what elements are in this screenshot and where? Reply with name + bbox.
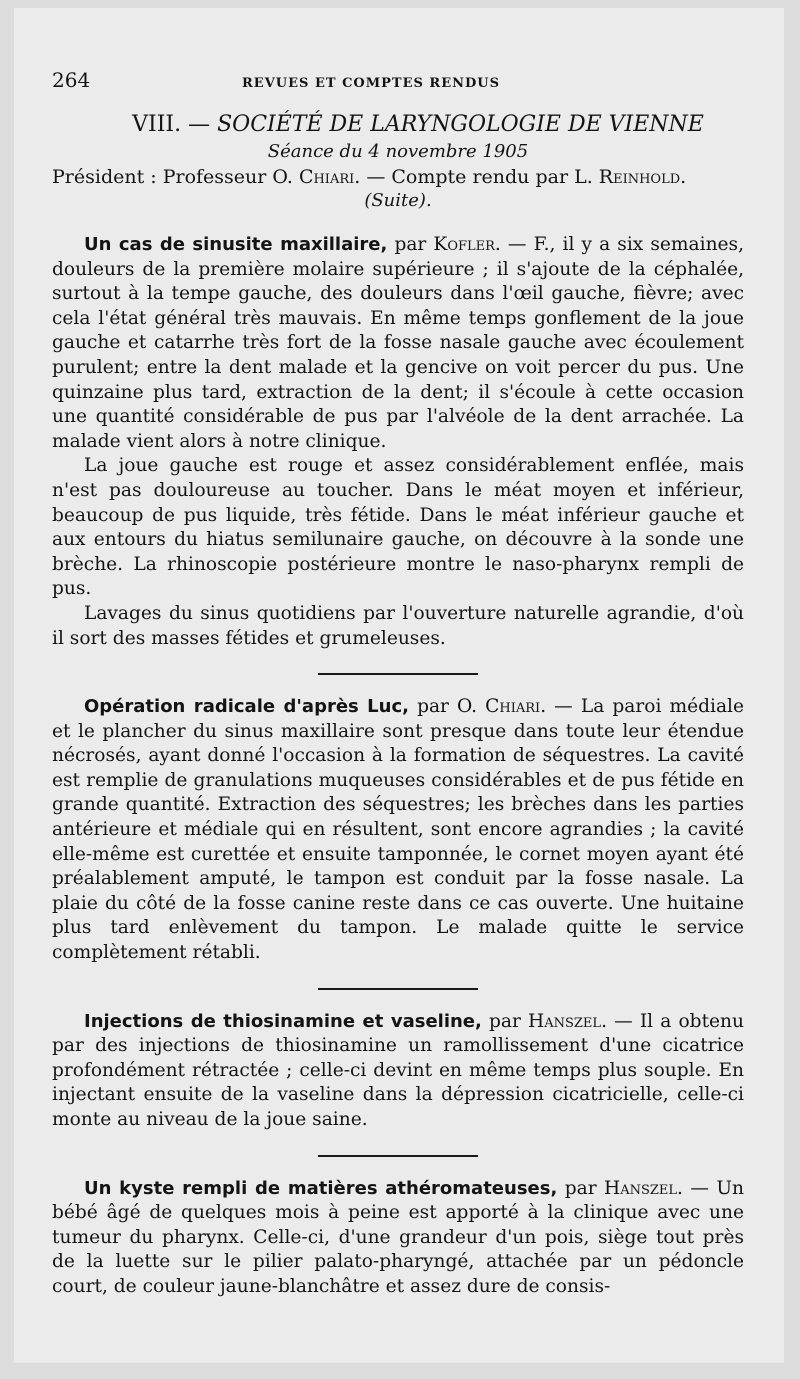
article-paragraph: Lavages du sinus quotidiens par l'ouverture naturelle agrandie, d'où il sort des masses fétides et grumeleuses.	[52, 602, 744, 649]
article-text: . — La paroi médiale et le plancher du sinus maxillaire sont presque dans toute leur étendue nécrosés, ayant donné l'occasion à la formation de séquestres. La cavité est remplie de granulations muqueuses considérables et de pus fétide en grande quantité. Extraction des séquestres; les brèches dans les parties antérieure et médiale qui en résultent, sont encore agrandies ; la cavité elle-même est curettée et ensuite tamponnée, le cornet moyen ayant été préalablement amputé, le tampon est conduit par la fosse nasale. La plaie du côté de la fosse canine reste dans ce cas ouverte. Une huitaine plus tard enlèvement du tampon. Le malade quitte le service complètement rétabli.	[52, 696, 744, 964]
article-author: Hanszel	[604, 1177, 678, 1199]
article-text: . — Un bébé âgé de quelques mois à peine est apporté à la clinique avec une tumeur du pharynx. Celle-ci, d'une grandeur d'un pois, siège tout près de la luette sur le pilier palato-pharyngé, attachée par un pédoncle court, de couleur jaune-blanchâtre et assez dure de consis-	[52, 1177, 744, 1297]
article-text: . — Il a obtenu par des injections de thiosinamine un ramollissement d'une cicatrice profondément rétractée ; celle-ci devint en même temps plus souple. En injectant ensuite de la vaseline dans la dépression cicatricielle, celle-ci monte au niveau de la joue saine.	[52, 1010, 745, 1130]
section-divider	[318, 1155, 478, 1157]
president-name: Chiari	[298, 166, 355, 188]
article-by: par O.	[408, 696, 486, 718]
article-author: Chiari	[485, 696, 541, 718]
article-paragraph	[52, 1177, 744, 1300]
article-title: Opération radicale d'après Luc,	[84, 696, 409, 718]
article-title: Un kyste rempli de matières athéromateuses,	[84, 1177, 558, 1199]
section-number: VIII. —	[132, 112, 211, 137]
section-divider	[318, 673, 478, 675]
article-title: Un cas de sinusite maxillaire,	[84, 234, 388, 255]
article-paragraph	[52, 695, 744, 966]
running-header	[52, 68, 744, 92]
article-kyste	[52, 1177, 744, 1300]
article-author: Hanszel	[528, 1010, 602, 1032]
page-number: 264	[52, 68, 91, 92]
suite-label: (Suite).	[364, 190, 432, 211]
reporter-name: Reinhold	[598, 166, 681, 188]
article-by: par	[387, 234, 434, 255]
article-by: par	[557, 1177, 604, 1199]
article-paragraph	[52, 233, 744, 454]
book-page	[14, 8, 784, 1363]
running-title: REVUES ET COMPTES RENDUS	[242, 76, 500, 91]
article-title: Injections de thiosinamine et vaseline,	[84, 1010, 482, 1032]
president-line: Président : Professeur O. Chiari. — Compte rendu par L. Reinhold.	[52, 166, 687, 188]
article-by: par	[481, 1010, 529, 1032]
session-date: Séance du 4 novembre 1905	[267, 141, 529, 162]
section-heading	[92, 112, 744, 137]
section-divider	[318, 988, 478, 990]
article-author: Kofler	[433, 234, 495, 255]
report-prefix: . — Compte rendu par L.	[354, 166, 593, 188]
president-prefix: Président : Professeur O.	[52, 166, 293, 188]
article-sinusite	[52, 233, 744, 651]
article-paragraph: La joue gauche est rouge et assez considérablement enflée, mais n'est pas douloureuse au toucher. Dans le méat moyen et inférieur, beaucoup de pus liquide, très fétide. Dans le méat inférieur gauche et aux entours du hiatus semilunaire gauche, on découvre à la sonde une brèche. La rhinoscopie postérieure montre le naso-pharynx rempli de pus.	[52, 455, 744, 600]
article-text: . — F., il y a six semaines, douleurs de la première molaire supérieure ; il s'ajoute de la céphalée, surtout à la tempe gauche, des douleurs dans l'œil gauche, fièvre; avec cela l'état général très mauvais. En même temps gonflement de la joue gauche et catarrhe très fort de la fosse nasale gauche avec écoulement purulent; entre la dent malade et la gencive on voit percer du pus. Une quinzaine plus tard, extraction de la dent; il s'écoule à cette occasion une quantité considérable de pus par l'alvéole de la dent arrachée. La malade vient alors à notre clinique.	[52, 234, 745, 452]
article-thiosinamine	[52, 1010, 744, 1133]
section-name: SOCIÉTÉ DE LARYNGOLOGIE DE VIENNE	[217, 112, 704, 137]
article-operation-radicale	[52, 695, 744, 966]
article-paragraph	[52, 1010, 744, 1133]
